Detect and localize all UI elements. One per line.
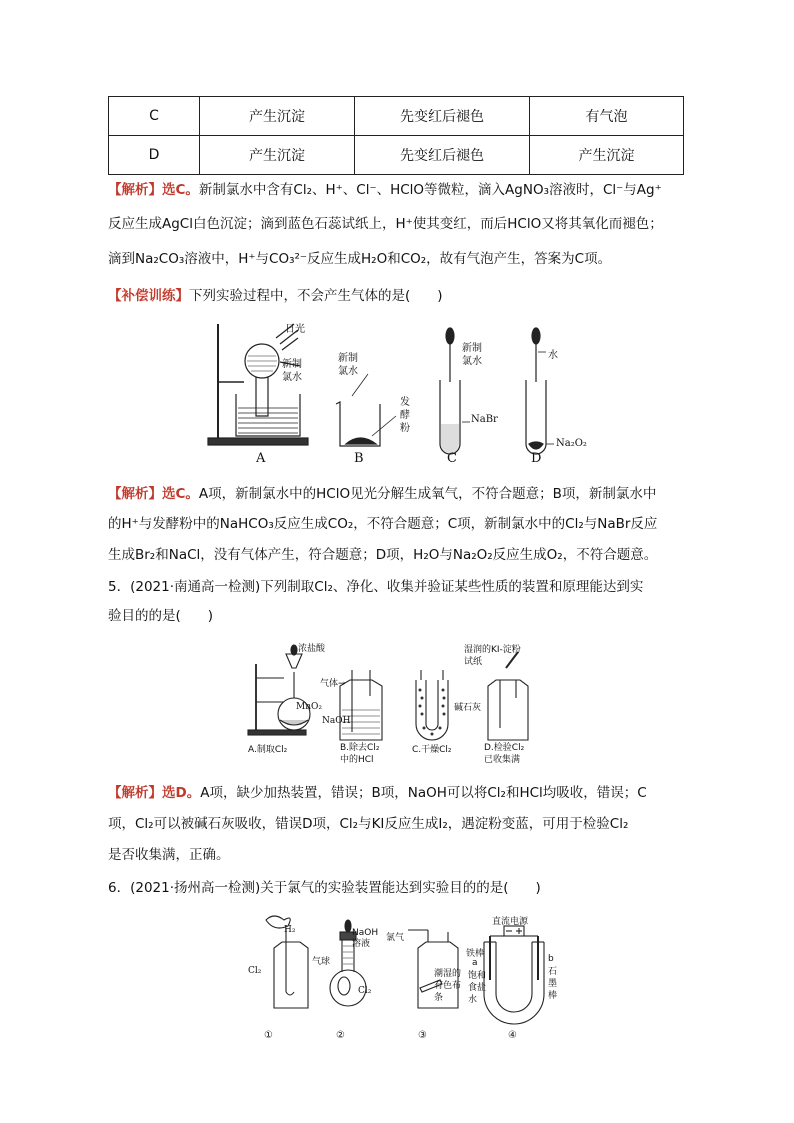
analysis-line: 项，Cl₂可以被碱石灰吸收，错误D项，Cl₂与KI反应生成I₂，遇淀粉变蓝，可用于检验Cl₂ — [108, 816, 629, 832]
question-line: 验目的的是( ) — [108, 608, 214, 624]
table-cell: C — [109, 97, 200, 136]
practice-tag: 【补偿训练】 — [108, 288, 189, 304]
label: 气球 — [312, 957, 331, 967]
table-cell: 产生沉淀 — [530, 136, 684, 175]
analysis-text: A项，新制氯水中的HClO见光分解生成氧气，不符合题意；B项，新制氯水中 — [198, 486, 657, 502]
options-table — [108, 96, 684, 175]
label: MnO₂ — [296, 702, 322, 712]
analysis-line: 滴到Na₂CO₃溶液中，H⁺与CO₃²⁻反应生成H₂O和CO₂，故有气泡产生，答案为C项。 — [108, 251, 612, 267]
caption: C.干燥Cl₂ — [412, 745, 452, 755]
analysis-text: A项，缺少加热装置，错误；B项，NaOH可以将Cl₂和HCl均吸收，错误；C — [200, 785, 647, 801]
caption: A.制取Cl₂ — [248, 745, 288, 755]
caption: B.除去Cl₂中的HCl — [340, 743, 380, 765]
label: 新制氯水 — [282, 359, 302, 383]
table-cell: 有气泡 — [530, 97, 684, 136]
analysis-line: 反应生成AgCl白色沉淀；滴到蓝色石蕊试纸上，H⁺使其变红，而后HClO又将其氧化而褪色； — [108, 216, 663, 232]
label: NaOH溶液 — [352, 928, 379, 949]
label: 氯气 — [386, 933, 405, 943]
label: 饱和食盐水 — [468, 971, 487, 1005]
table-cell: 先变红后褪色 — [355, 136, 530, 175]
label: a — [472, 958, 478, 968]
practice-line — [108, 286, 443, 306]
table-row — [109, 97, 684, 136]
label: Cl₂ — [358, 986, 372, 996]
table-cell: 产生沉淀 — [200, 97, 355, 136]
analysis-line — [108, 783, 647, 803]
label: H₂ — [284, 925, 296, 935]
question-line: 5．(2021·南通高一检测)下列制取Cl₂、净化、收集并验证某些性质的装置和原理能达到实 — [108, 579, 644, 595]
analysis-text: 新制氯水中含有Cl₂、H⁺、Cl⁻、HClO等微粒，滴入AgNO₃溶液时，Cl⁻与Ag⁺ — [198, 182, 662, 198]
label: NaOH — [322, 716, 351, 726]
analysis-tag: 【解析】 — [108, 486, 162, 502]
question-line: 6．(2021·扬州高一检测)关于氯气的实验装置能达到实验目的的是( ) — [108, 880, 541, 896]
label: Cl₂ — [248, 966, 262, 976]
label: 气体→ — [320, 679, 346, 689]
number-label: ② — [336, 1030, 345, 1041]
label: 新制氯水 — [462, 343, 482, 367]
label: 铁棒 — [466, 949, 485, 959]
label: 碱石灰 — [454, 703, 482, 713]
number-label: ① — [264, 1030, 273, 1041]
answer: 选C。 — [162, 486, 199, 502]
number-label: ④ — [508, 1030, 517, 1041]
analysis-line: 的H⁺与发酵粉中的NaHCO₃反应生成CO₂，不符合题意；C项，新制氯水中的Cl₂与NaBr反应 — [108, 516, 658, 532]
label: 浓盐酸 — [298, 644, 326, 654]
caption: D.检验Cl₂已收集满 — [484, 743, 525, 765]
label: 潮湿的有色布条 — [434, 969, 462, 1003]
label: 日光 — [285, 324, 305, 335]
label: 新制氯水 — [338, 353, 358, 377]
label: Na₂O₂ — [556, 438, 587, 449]
label: 水 — [548, 350, 558, 361]
analysis-line: 生成Br₂和NaCl，没有气体产生，符合题意；D项，H₂O与Na₂O₂反应生成O₂，不符合题意。 — [108, 547, 658, 563]
label: b — [548, 954, 554, 964]
answer: 选C。 — [162, 182, 199, 198]
option-label: B — [354, 451, 364, 466]
label: 直流电源 — [492, 917, 529, 927]
table-cell: 先变红后褪色 — [355, 97, 530, 136]
label: 发酵粉 — [400, 397, 410, 434]
label: 石墨棒 — [548, 967, 558, 1001]
option-label: A — [256, 451, 266, 466]
analysis-line: 是否收集满，正确。 — [108, 847, 230, 863]
analysis-line — [108, 180, 662, 200]
analysis-line — [108, 484, 656, 504]
table-cell: D — [109, 136, 200, 175]
figure-1 — [200, 316, 590, 470]
option-label: D — [531, 451, 542, 466]
practice-question: 下列实验过程中，不会产生气体的是( ) — [189, 288, 443, 304]
table-row — [109, 136, 684, 175]
analysis-tag: 【解析】 — [108, 182, 162, 198]
label: 湿润的KI-淀粉试纸 — [464, 645, 521, 667]
number-label: ③ — [418, 1030, 427, 1041]
answer: 选D。 — [162, 785, 201, 801]
stand-base — [208, 438, 308, 445]
analysis-tag: 【解析】 — [108, 785, 162, 801]
label: NaBr — [471, 414, 498, 425]
table-cell: 产生沉淀 — [200, 136, 355, 175]
option-label: C — [447, 451, 457, 466]
